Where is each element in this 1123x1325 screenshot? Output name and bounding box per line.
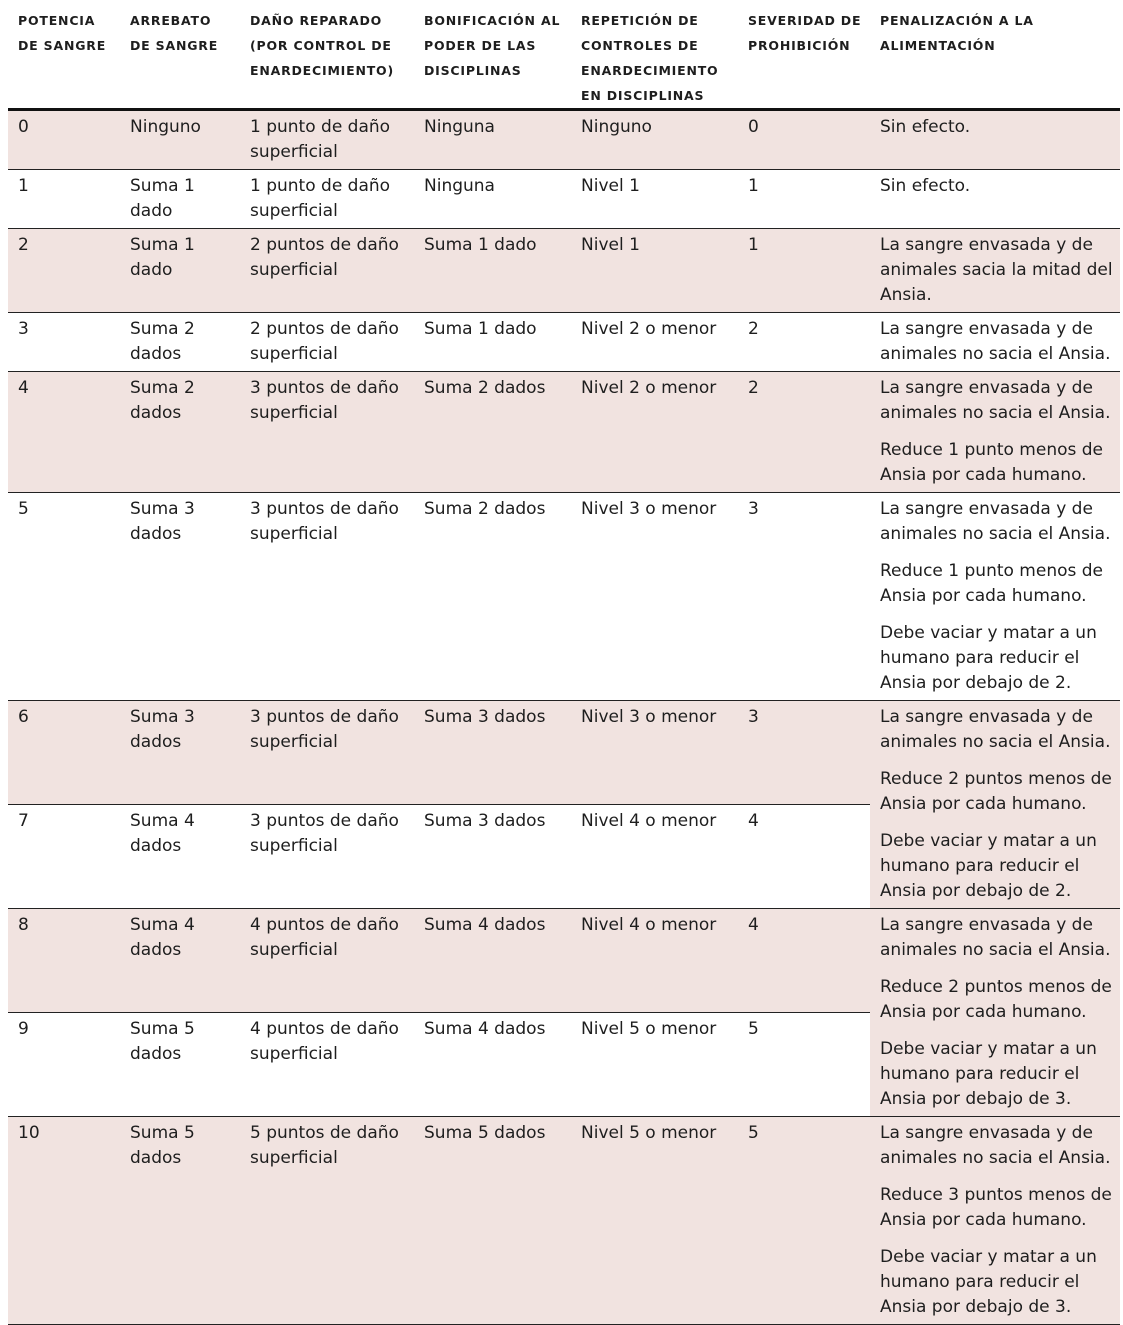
header-damage-mended: DAÑO REPARADO (POR CONTROL DE ENARDECIMIENTO) <box>240 0 414 110</box>
cell-rouse-reroll: Nivel 3 o menor <box>571 701 738 805</box>
cell-feeding-penalty <box>870 1117 1120 1325</box>
header-blood-surge: ARREBATO DE SANGRE <box>120 0 240 110</box>
header-bane-severity: SEVERIDAD DE PROHIBICIÓN <box>738 0 870 110</box>
penalty-note: Reduce 1 punto menos de Ansia por cada humano. <box>880 440 1104 485</box>
cell-bane-severity: 5 <box>738 1117 870 1325</box>
cell-power-bonus: Suma 4 dados <box>414 1013 571 1117</box>
cell-damage-mended: 3 puntos de daño superficial <box>240 805 414 909</box>
cell-damage-mended: 4 puntos de daño superficial <box>240 909 414 1013</box>
blood-potency-table-wrapper <box>8 0 1120 1325</box>
table-row <box>8 1117 1120 1325</box>
cell-blood-potency: 2 <box>8 229 120 313</box>
header-row <box>8 0 1120 110</box>
cell-feeding-penalty <box>870 170 1120 229</box>
cell-blood-potency: 10 <box>8 1117 120 1325</box>
cell-damage-mended: 1 punto de daño superficial <box>240 170 414 229</box>
cell-bane-severity: 4 <box>738 805 870 909</box>
cell-power-bonus: Suma 2 dados <box>414 372 571 493</box>
table-row <box>8 229 1120 313</box>
penalty-note: La sangre envasada y de animales no sacia el Ansia. <box>880 707 1111 752</box>
cell-power-bonus: Suma 5 dados <box>414 1117 571 1325</box>
cell-rouse-reroll: Nivel 5 o menor <box>571 1013 738 1117</box>
penalty-note: Reduce 3 puntos menos de Ansia por cada humano. <box>880 1185 1112 1230</box>
cell-blood-surge: Suma 4 dados <box>120 909 240 1013</box>
penalty-note: La sangre envasada y de animales no sacia el Ansia. <box>880 378 1111 423</box>
cell-bane-severity: 3 <box>738 493 870 701</box>
cell-bane-severity: 2 <box>738 313 870 372</box>
cell-bane-severity: 5 <box>738 1013 870 1117</box>
cell-bane-severity: 2 <box>738 372 870 493</box>
blood-potency-table <box>8 0 1120 1325</box>
cell-rouse-reroll: Nivel 4 o menor <box>571 805 738 909</box>
cell-rouse-reroll: Ninguno <box>571 110 738 170</box>
cell-feeding-penalty <box>870 701 1120 909</box>
table-row <box>8 909 1120 1013</box>
cell-power-bonus: Suma 3 dados <box>414 701 571 805</box>
cell-blood-potency: 3 <box>8 313 120 372</box>
cell-blood-surge: Suma 4 dados <box>120 805 240 909</box>
header-feeding-penalty: PENALIZACIÓN A LA ALIMENTACIÓN <box>870 0 1120 110</box>
table-row <box>8 313 1120 372</box>
penalty-note: La sangre envasada y de animales no sacia el Ansia. <box>880 915 1111 960</box>
cell-rouse-reroll: Nivel 4 o menor <box>571 909 738 1013</box>
cell-power-bonus: Suma 2 dados <box>414 493 571 701</box>
cell-power-bonus: Suma 3 dados <box>414 805 571 909</box>
penalty-note: Sin efecto. <box>880 117 971 137</box>
penalty-note: La sangre envasada y de animales no sacia el Ansia. <box>880 499 1111 544</box>
table-row <box>8 701 1120 805</box>
cell-blood-surge: Suma 1 dado <box>120 229 240 313</box>
header-power-bonus: BONIFICACIÓN AL PODER DE LAS DISCIPLINAS <box>414 0 571 110</box>
cell-damage-mended: 2 puntos de daño superficial <box>240 229 414 313</box>
cell-blood-surge: Suma 3 dados <box>120 701 240 805</box>
cell-bane-severity: 1 <box>738 170 870 229</box>
table-body <box>8 110 1120 1325</box>
cell-blood-surge: Suma 2 dados <box>120 372 240 493</box>
cell-power-bonus: Suma 4 dados <box>414 909 571 1013</box>
table-row <box>8 170 1120 229</box>
cell-power-bonus: Ninguna <box>414 170 571 229</box>
cell-blood-surge: Suma 3 dados <box>120 493 240 701</box>
cell-blood-surge: Suma 2 dados <box>120 313 240 372</box>
penalty-note: La sangre envasada y de animales no sacia el Ansia. <box>880 1123 1111 1168</box>
penalty-note: La sangre envasada y de animales no sacia el Ansia. <box>880 319 1111 364</box>
cell-power-bonus: Suma 1 dado <box>414 313 571 372</box>
cell-blood-surge: Suma 1 dado <box>120 170 240 229</box>
cell-blood-potency: 0 <box>8 110 120 170</box>
penalty-note: Debe vaciar y matar a un humano para reducir el Ansia por debajo de 3. <box>880 1039 1097 1109</box>
cell-damage-mended: 3 puntos de daño superficial <box>240 493 414 701</box>
cell-feeding-penalty <box>870 909 1120 1117</box>
penalty-note: Reduce 2 puntos menos de Ansia por cada humano. <box>880 977 1112 1022</box>
cell-feeding-penalty <box>870 372 1120 493</box>
cell-rouse-reroll: Nivel 2 o menor <box>571 372 738 493</box>
cell-damage-mended: 2 puntos de daño superficial <box>240 313 414 372</box>
cell-power-bonus: Ninguna <box>414 110 571 170</box>
penalty-note: Debe vaciar y matar a un humano para reducir el Ansia por debajo de 3. <box>880 1247 1097 1317</box>
penalty-note: Reduce 1 punto menos de Ansia por cada humano. <box>880 561 1104 606</box>
table-header <box>8 0 1120 110</box>
cell-blood-potency: 5 <box>8 493 120 701</box>
cell-blood-surge: Ninguno <box>120 110 240 170</box>
cell-rouse-reroll: Nivel 3 o menor <box>571 493 738 701</box>
cell-blood-potency: 9 <box>8 1013 120 1117</box>
cell-blood-potency: 8 <box>8 909 120 1013</box>
penalty-note: La sangre envasada y de animales sacia la mitad del Ansia. <box>880 235 1113 305</box>
cell-damage-mended: 4 puntos de daño superficial <box>240 1013 414 1117</box>
cell-damage-mended: 5 puntos de daño superficial <box>240 1117 414 1325</box>
cell-blood-potency: 4 <box>8 372 120 493</box>
penalty-note: Reduce 2 puntos menos de Ansia por cada humano. <box>880 769 1112 814</box>
cell-bane-severity: 3 <box>738 701 870 805</box>
cell-feeding-penalty <box>870 313 1120 372</box>
cell-blood-surge: Suma 5 dados <box>120 1013 240 1117</box>
cell-feeding-penalty <box>870 110 1120 170</box>
cell-damage-mended: 3 puntos de daño superficial <box>240 701 414 805</box>
penalty-note: Debe vaciar y matar a un humano para reducir el Ansia por debajo de 2. <box>880 831 1097 901</box>
table-row <box>8 372 1120 493</box>
cell-damage-mended: 1 punto de daño superficial <box>240 110 414 170</box>
cell-power-bonus: Suma 1 dado <box>414 229 571 313</box>
cell-blood-surge: Suma 5 dados <box>120 1117 240 1325</box>
table-row <box>8 110 1120 170</box>
cell-damage-mended: 3 puntos de daño superficial <box>240 372 414 493</box>
cell-blood-potency: 6 <box>8 701 120 805</box>
cell-feeding-penalty <box>870 229 1120 313</box>
cell-feeding-penalty <box>870 493 1120 701</box>
cell-rouse-reroll: Nivel 5 o menor <box>571 1117 738 1325</box>
cell-bane-severity: 1 <box>738 229 870 313</box>
table-row <box>8 493 1120 701</box>
penalty-note: Sin efecto. <box>880 176 971 196</box>
header-rouse-reroll: REPETICIÓN DE CONTROLES DE ENARDECIMIENTO EN DISCIPLINAS <box>571 0 738 110</box>
cell-rouse-reroll: Nivel 1 <box>571 170 738 229</box>
penalty-note: Debe vaciar y matar a un humano para reducir el Ansia por debajo de 2. <box>880 623 1097 693</box>
header-blood-potency: POTENCIA DE SANGRE <box>8 0 120 110</box>
cell-bane-severity: 4 <box>738 909 870 1013</box>
cell-rouse-reroll: Nivel 2 o menor <box>571 313 738 372</box>
cell-bane-severity: 0 <box>738 110 870 170</box>
cell-rouse-reroll: Nivel 1 <box>571 229 738 313</box>
cell-blood-potency: 7 <box>8 805 120 909</box>
cell-blood-potency: 1 <box>8 170 120 229</box>
